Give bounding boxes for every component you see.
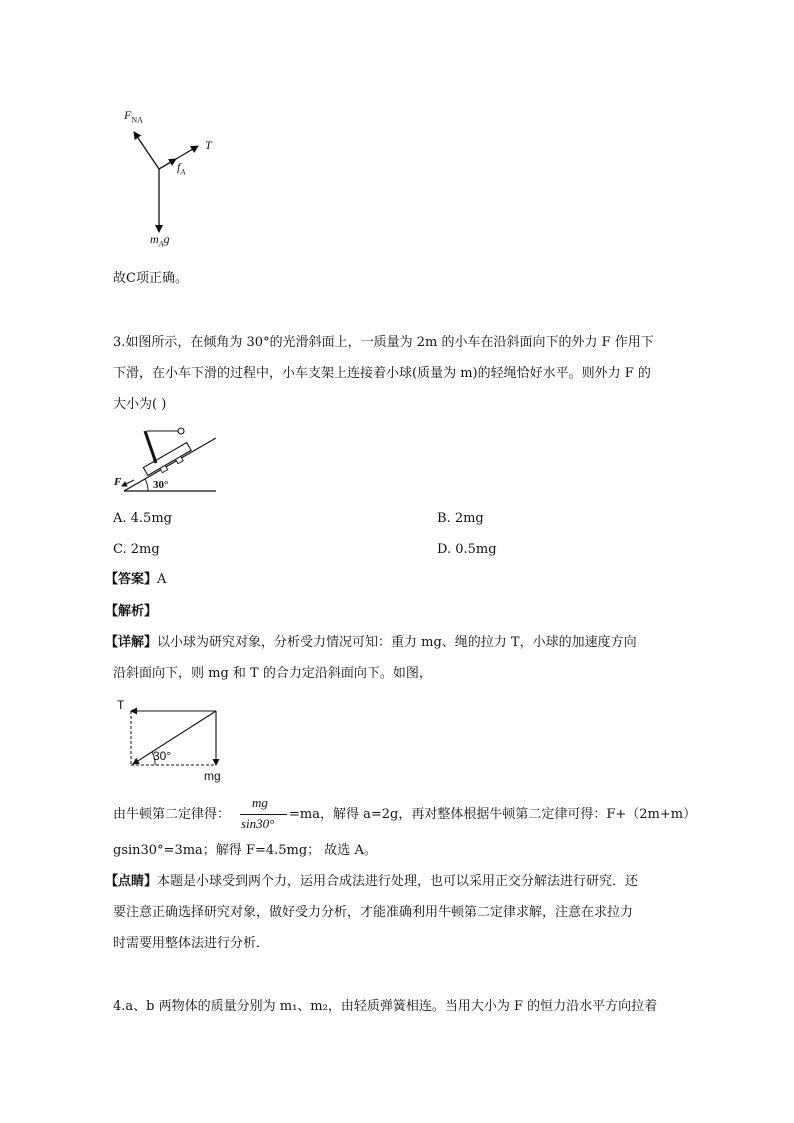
comment-tag: 【点睛】 — [105, 874, 158, 889]
incline-figure — [112, 424, 222, 496]
vec-label-mg: mg — [204, 769, 221, 783]
answer-tag: 【答案】 — [105, 572, 158, 587]
label-fa: $f_A$ — [177, 160, 186, 177]
label-fna: $F_{NA}$ — [124, 108, 143, 125]
q3-detail-line2: 沿斜面向下，则 mg 和 T 的合力定沿斜面向下。如图， — [113, 666, 432, 681]
vector-resultant — [133, 711, 216, 764]
q3-option-b: B. 2mg — [437, 511, 484, 526]
comment-text: 本题是小球受到两个力，运用合成法进行处理，也可以采用正交分解法进行研究．还 — [157, 874, 639, 889]
q3-option-c: C. 2mg — [113, 542, 160, 557]
incline-slope — [124, 438, 216, 491]
incline-label-f: F — [114, 476, 122, 488]
q3-analysis-tag: 【解析】 — [105, 604, 158, 619]
q3-comment-line2: 要注意正确选择研究对象，做好受力分析，才能准确利用牛顿第二定律求解，注意在求拉力 — [113, 905, 634, 920]
answer-value: A — [157, 572, 167, 587]
eq-rest: =ma，解得 a=2g，再对整体根据牛顿第二定律可得：F+（2m+m） — [289, 807, 697, 822]
conclusion-c: 故C项正确。 — [113, 271, 188, 286]
q3-option-a: A. 4.5mg — [113, 511, 172, 526]
force-fa-arrow — [159, 159, 176, 169]
vec-label-t: T — [117, 698, 125, 712]
detail-text: 以小球为研究对象，分析受力情况可知：重力 mg、绳的拉力 T，小球的加速度方向 — [157, 635, 637, 650]
eq-fraction-bar — [240, 814, 287, 815]
cart-support-post — [145, 431, 156, 463]
eq-fraction — [240, 795, 288, 835]
incline-label-angle: 30° — [153, 479, 169, 491]
q3-option-d: D. 0.5mg — [437, 542, 497, 557]
vec-label-angle: 30° — [153, 749, 172, 763]
q3-comment-line3: 时需要用整体法进行分析． — [113, 936, 270, 951]
ball — [178, 428, 184, 434]
q3-stem-line1: 3.如图所示，在倾角为 30°的光滑斜面上，一质量为 2m 的小车在沿斜面向下的外力 F 作用下 — [113, 335, 654, 350]
detail-tag: 【详解】 — [105, 635, 158, 650]
q4-stem-line1: 4.a、b 两物体的质量分别为 m₁、m₂，由轻质弹簧相连。当用大小为 F 的恒力沿水平方向拉着 — [113, 999, 658, 1014]
q3-stem-line2: 下滑，在小车下滑的过程中，小车支架上连接着小球(质量为 m)的轻绳恰好水平。则外力 F 的 — [113, 366, 651, 381]
eq-numerator: mg — [252, 795, 268, 810]
force-diagram-a — [118, 104, 228, 252]
force-f-arrow — [122, 480, 134, 486]
eq-prefix: 由牛顿第二定律得： — [113, 807, 231, 822]
q3-comment-line1 — [105, 873, 638, 891]
force-diagram-svg — [118, 104, 228, 252]
vector-triangle-figure — [113, 696, 233, 786]
eq-line2: gsin30°=3ma；解得 F=4.5mg； 故选 A。 — [113, 843, 377, 858]
angle-arc — [145, 479, 148, 491]
q3-detail-line1 — [105, 634, 637, 652]
label-t: T — [205, 138, 212, 152]
label-mag: $m_Ag$ — [150, 232, 170, 249]
eq-denominator: sin30° — [241, 816, 275, 831]
force-fna-arrow — [134, 132, 159, 169]
q3-stem-line3: 大小为( ) — [113, 397, 167, 412]
q3-answer — [105, 571, 166, 589]
